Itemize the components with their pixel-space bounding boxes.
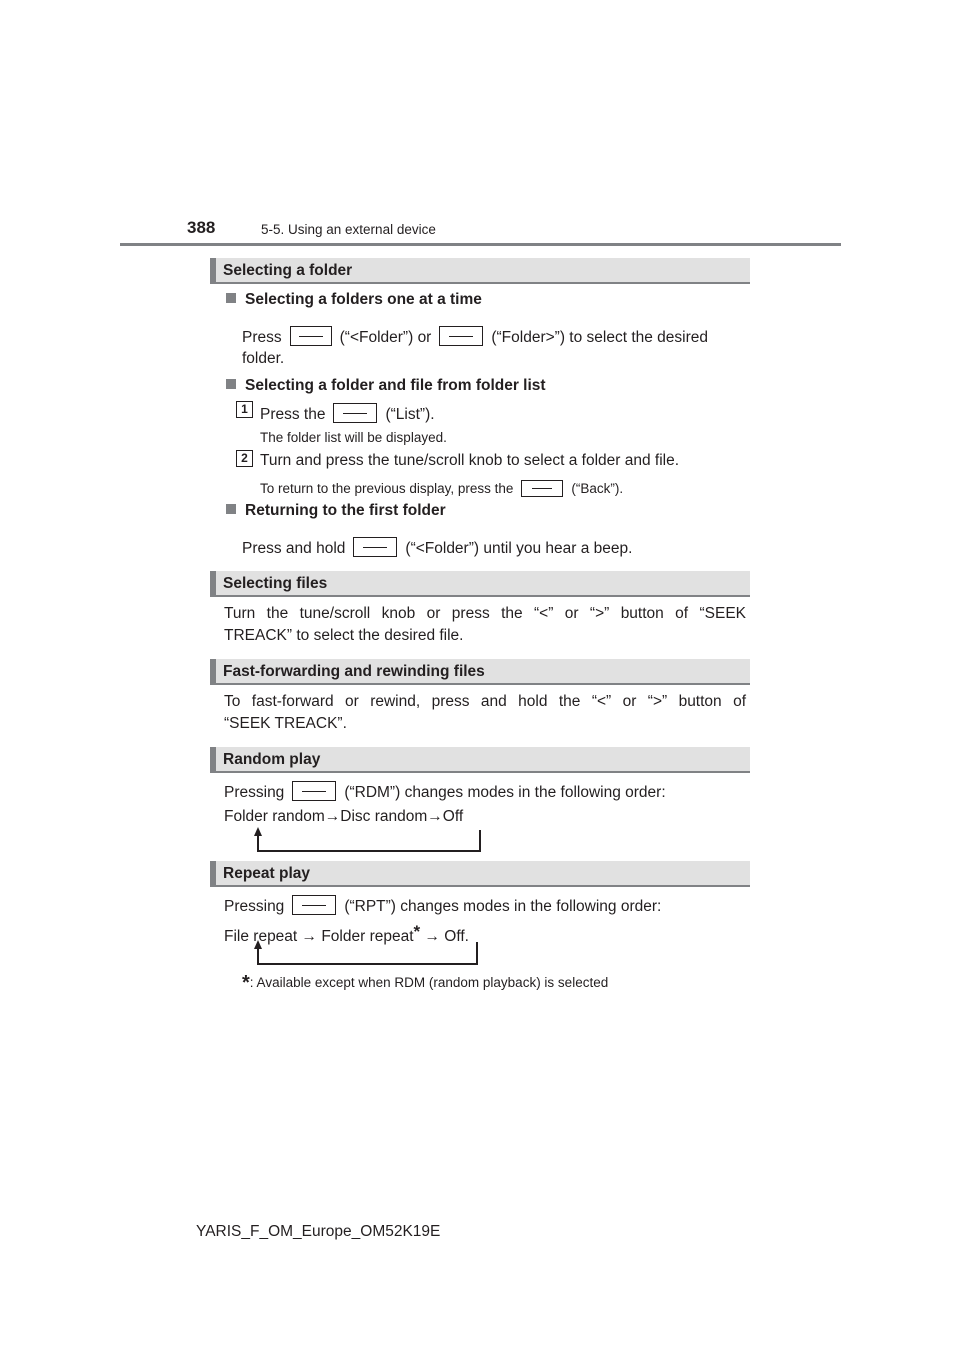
selecting-files-line-1: Turn the tune/scroll knob or press the “<” or “>” button of “SEEK [224, 605, 746, 622]
heading-text: Fast-forwarding and rewinding files [223, 663, 485, 680]
bullet-square-icon [226, 504, 236, 514]
text: Pressing [224, 784, 285, 801]
text: (“Folder>”) to select the desired [491, 329, 709, 346]
subhead-text: Returning to the first folder [245, 502, 446, 519]
heading-text: Selecting files [223, 575, 328, 592]
text: Press the [260, 406, 326, 423]
subhead-first-folder [226, 502, 446, 520]
step-number-2: 2 [236, 450, 253, 467]
paragraph-first-folder [242, 537, 632, 558]
step-1-note: The folder list will be displayed. [260, 430, 447, 445]
rdm-button-icon [292, 781, 336, 801]
repeat-play-text [224, 895, 661, 916]
step-number-1: 1 [236, 401, 253, 418]
bullet-square-icon [226, 293, 236, 303]
rpt-button-icon [292, 895, 336, 915]
fast-forward-line-1: To fast-forward or rewind, press and hold the “<” or “>” button of [224, 693, 746, 710]
heading-fast-forward [210, 659, 750, 685]
heading-text: Random play [223, 751, 321, 768]
random-play-text [224, 781, 666, 802]
text: Pressing [224, 898, 285, 915]
random-play-order: Folder random→Disc random→Off [224, 808, 464, 825]
text: (“RDM”) changes modes in the following order: [344, 784, 666, 801]
footnote-text: : Available except when RDM (random playback) is selected [249, 975, 609, 990]
heading-selecting-files [210, 571, 750, 597]
text: (“<Folder”) or [339, 329, 432, 346]
heading-text: Selecting a folder [223, 262, 353, 279]
folder-prev-button-icon [353, 537, 397, 557]
selecting-files-line-2: TREACK” to select the desired file. [224, 627, 464, 644]
heading-selecting-folder [210, 258, 750, 284]
text: (“<Folder”) until you hear a beep. [405, 540, 633, 557]
folder-next-button-icon [439, 326, 483, 346]
subhead-text: Selecting a folder and file from folder list [245, 377, 546, 394]
subhead-one-at-a-time [226, 291, 482, 309]
text: To return to the previous display, press the [260, 481, 514, 496]
text: (“RPT”) changes modes in the following order: [344, 898, 662, 915]
arrow-line [476, 942, 478, 965]
text: Press and hold [242, 540, 346, 557]
subhead-from-list [226, 377, 546, 395]
heading-repeat-play [210, 861, 750, 887]
step-1-text [260, 403, 435, 424]
paragraph-continued: folder. [242, 350, 285, 367]
list-button-icon [333, 403, 377, 423]
step-2-text: Turn and press the tune/scroll knob to select a folder and file. [260, 452, 680, 469]
asterisk: * [413, 922, 421, 941]
text: Press [242, 329, 282, 346]
text: → Off. [420, 928, 469, 945]
document-id: YARIS_F_OM_Europe_OM52K19E [196, 1223, 441, 1240]
fast-forward-line-2: “SEEK TREACK”. [224, 715, 347, 732]
footnote-mark: * [242, 972, 250, 994]
back-button-icon [521, 480, 563, 497]
bullet-square-icon [226, 379, 236, 389]
heading-text: Repeat play [223, 865, 311, 882]
arrow-line [479, 830, 481, 852]
arrow-line [257, 963, 478, 965]
section-title: 5-5. Using an external device [261, 222, 436, 237]
paragraph-one-at-a-time [242, 326, 708, 347]
arrow-line [257, 850, 481, 852]
folder-prev-button-icon [290, 326, 332, 346]
footnote [242, 972, 608, 995]
page-number: 388 [187, 218, 216, 237]
text: (“List”). [385, 406, 435, 423]
header-rule [120, 243, 841, 246]
text: File repeat → Folder repeat [224, 928, 414, 945]
step-2-note [260, 480, 623, 497]
text: (“Back”). [571, 481, 624, 496]
heading-random-play [210, 747, 750, 773]
subhead-text: Selecting a folders one at a time [245, 291, 482, 308]
